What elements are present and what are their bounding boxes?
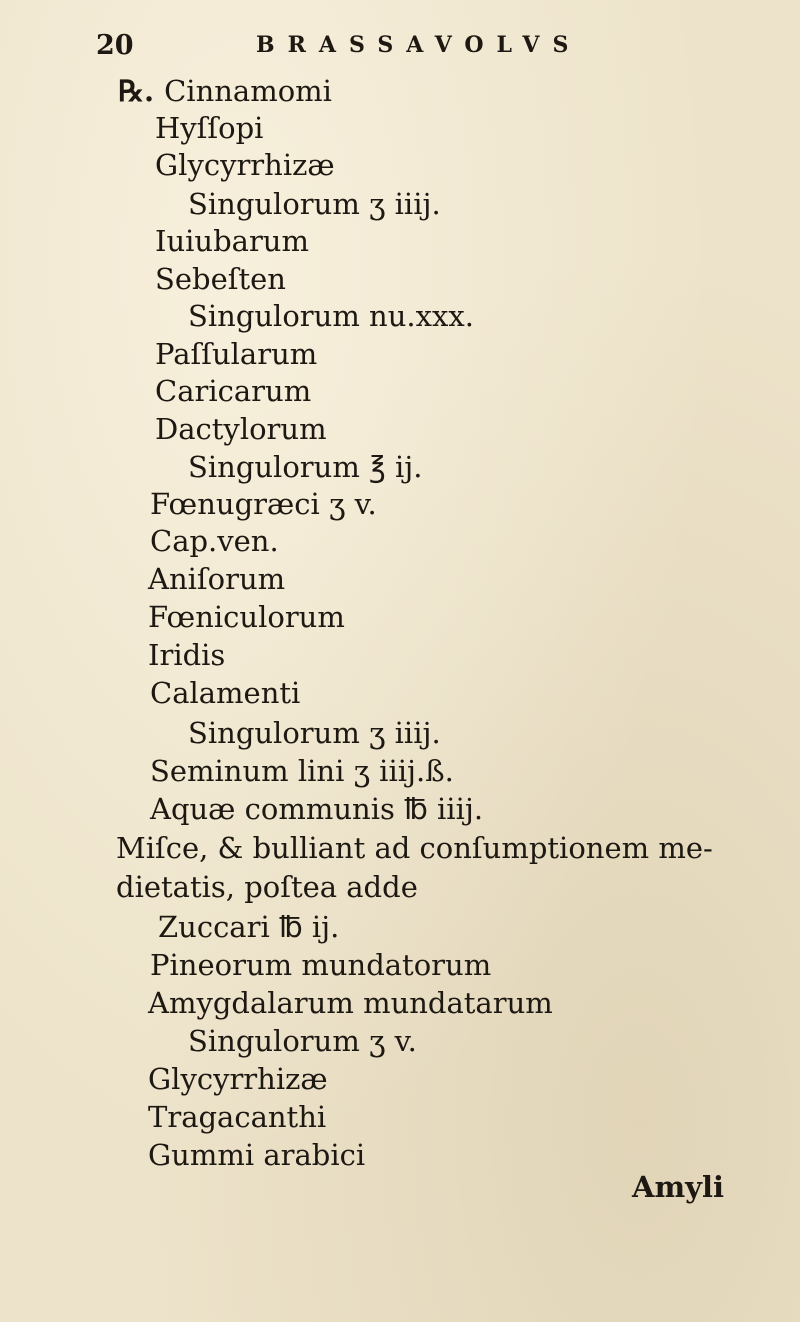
ingredient-line: Sebeſten [155,262,286,296]
ingredient-line: Seminum lini ʒ iiij.ß. [150,754,454,788]
ingredient-line: Gummi arabici [148,1138,366,1172]
page-number: 20 [96,30,134,61]
ingredient-line: Iridis [148,638,226,672]
catchword: Amyli [632,1170,725,1204]
dosage-line: Singulorum ʒ v. [188,1024,417,1058]
ingredient-line: Zuccari ℔ ij. [158,910,340,944]
ingredient-line: Fœniculorum [148,600,345,634]
ingredient-line: Cap.ven. [150,524,279,558]
ingredient-line: Tragacanthi [148,1100,327,1134]
ingredient-line: Calamenti [150,676,301,710]
ingredient-line: Amygdalarum mundatarum [148,986,553,1020]
ingredient-line: Glycyrrhizæ [148,1062,328,1096]
ingredient-line: Iuiubarum [155,224,309,258]
ingredient-line: Dactylorum [155,412,327,446]
ingredient-line: Caricarum [155,374,312,408]
ingredient-text: Cinnamomi [164,74,332,108]
ingredient-line: Aniſorum [148,562,286,596]
instruction-line: dietatis, poſtea adde [116,870,418,904]
ingredient-line: Hyſſopi [155,111,264,145]
dosage-line: Singulorum ℥ ij. [188,450,423,484]
ingredient-line: Fœnugræci ʒ v. [150,487,377,521]
ingredient-line: Paſſularum [155,337,318,371]
dosage-line: Singulorum ʒ iiij. [188,187,441,221]
page-header [96,30,626,66]
ingredient-line: Aquæ communis ℔ iiij. [150,792,484,826]
ingredient-line: Glycyrrhizæ [155,148,335,182]
dosage-line: Singulorum ʒ iiij. [188,716,441,750]
dosage-line: Singulorum nu.xxx. [188,299,474,333]
running-head: BRASSAVOLVS [256,32,582,58]
instruction-line: Miſce, & bulliant ad conſumptionem me- [116,831,713,865]
ingredient-line: Pineorum mundatorum [150,948,492,982]
recipe-line [118,74,332,108]
recipe-symbol: ℞. [118,74,155,108]
